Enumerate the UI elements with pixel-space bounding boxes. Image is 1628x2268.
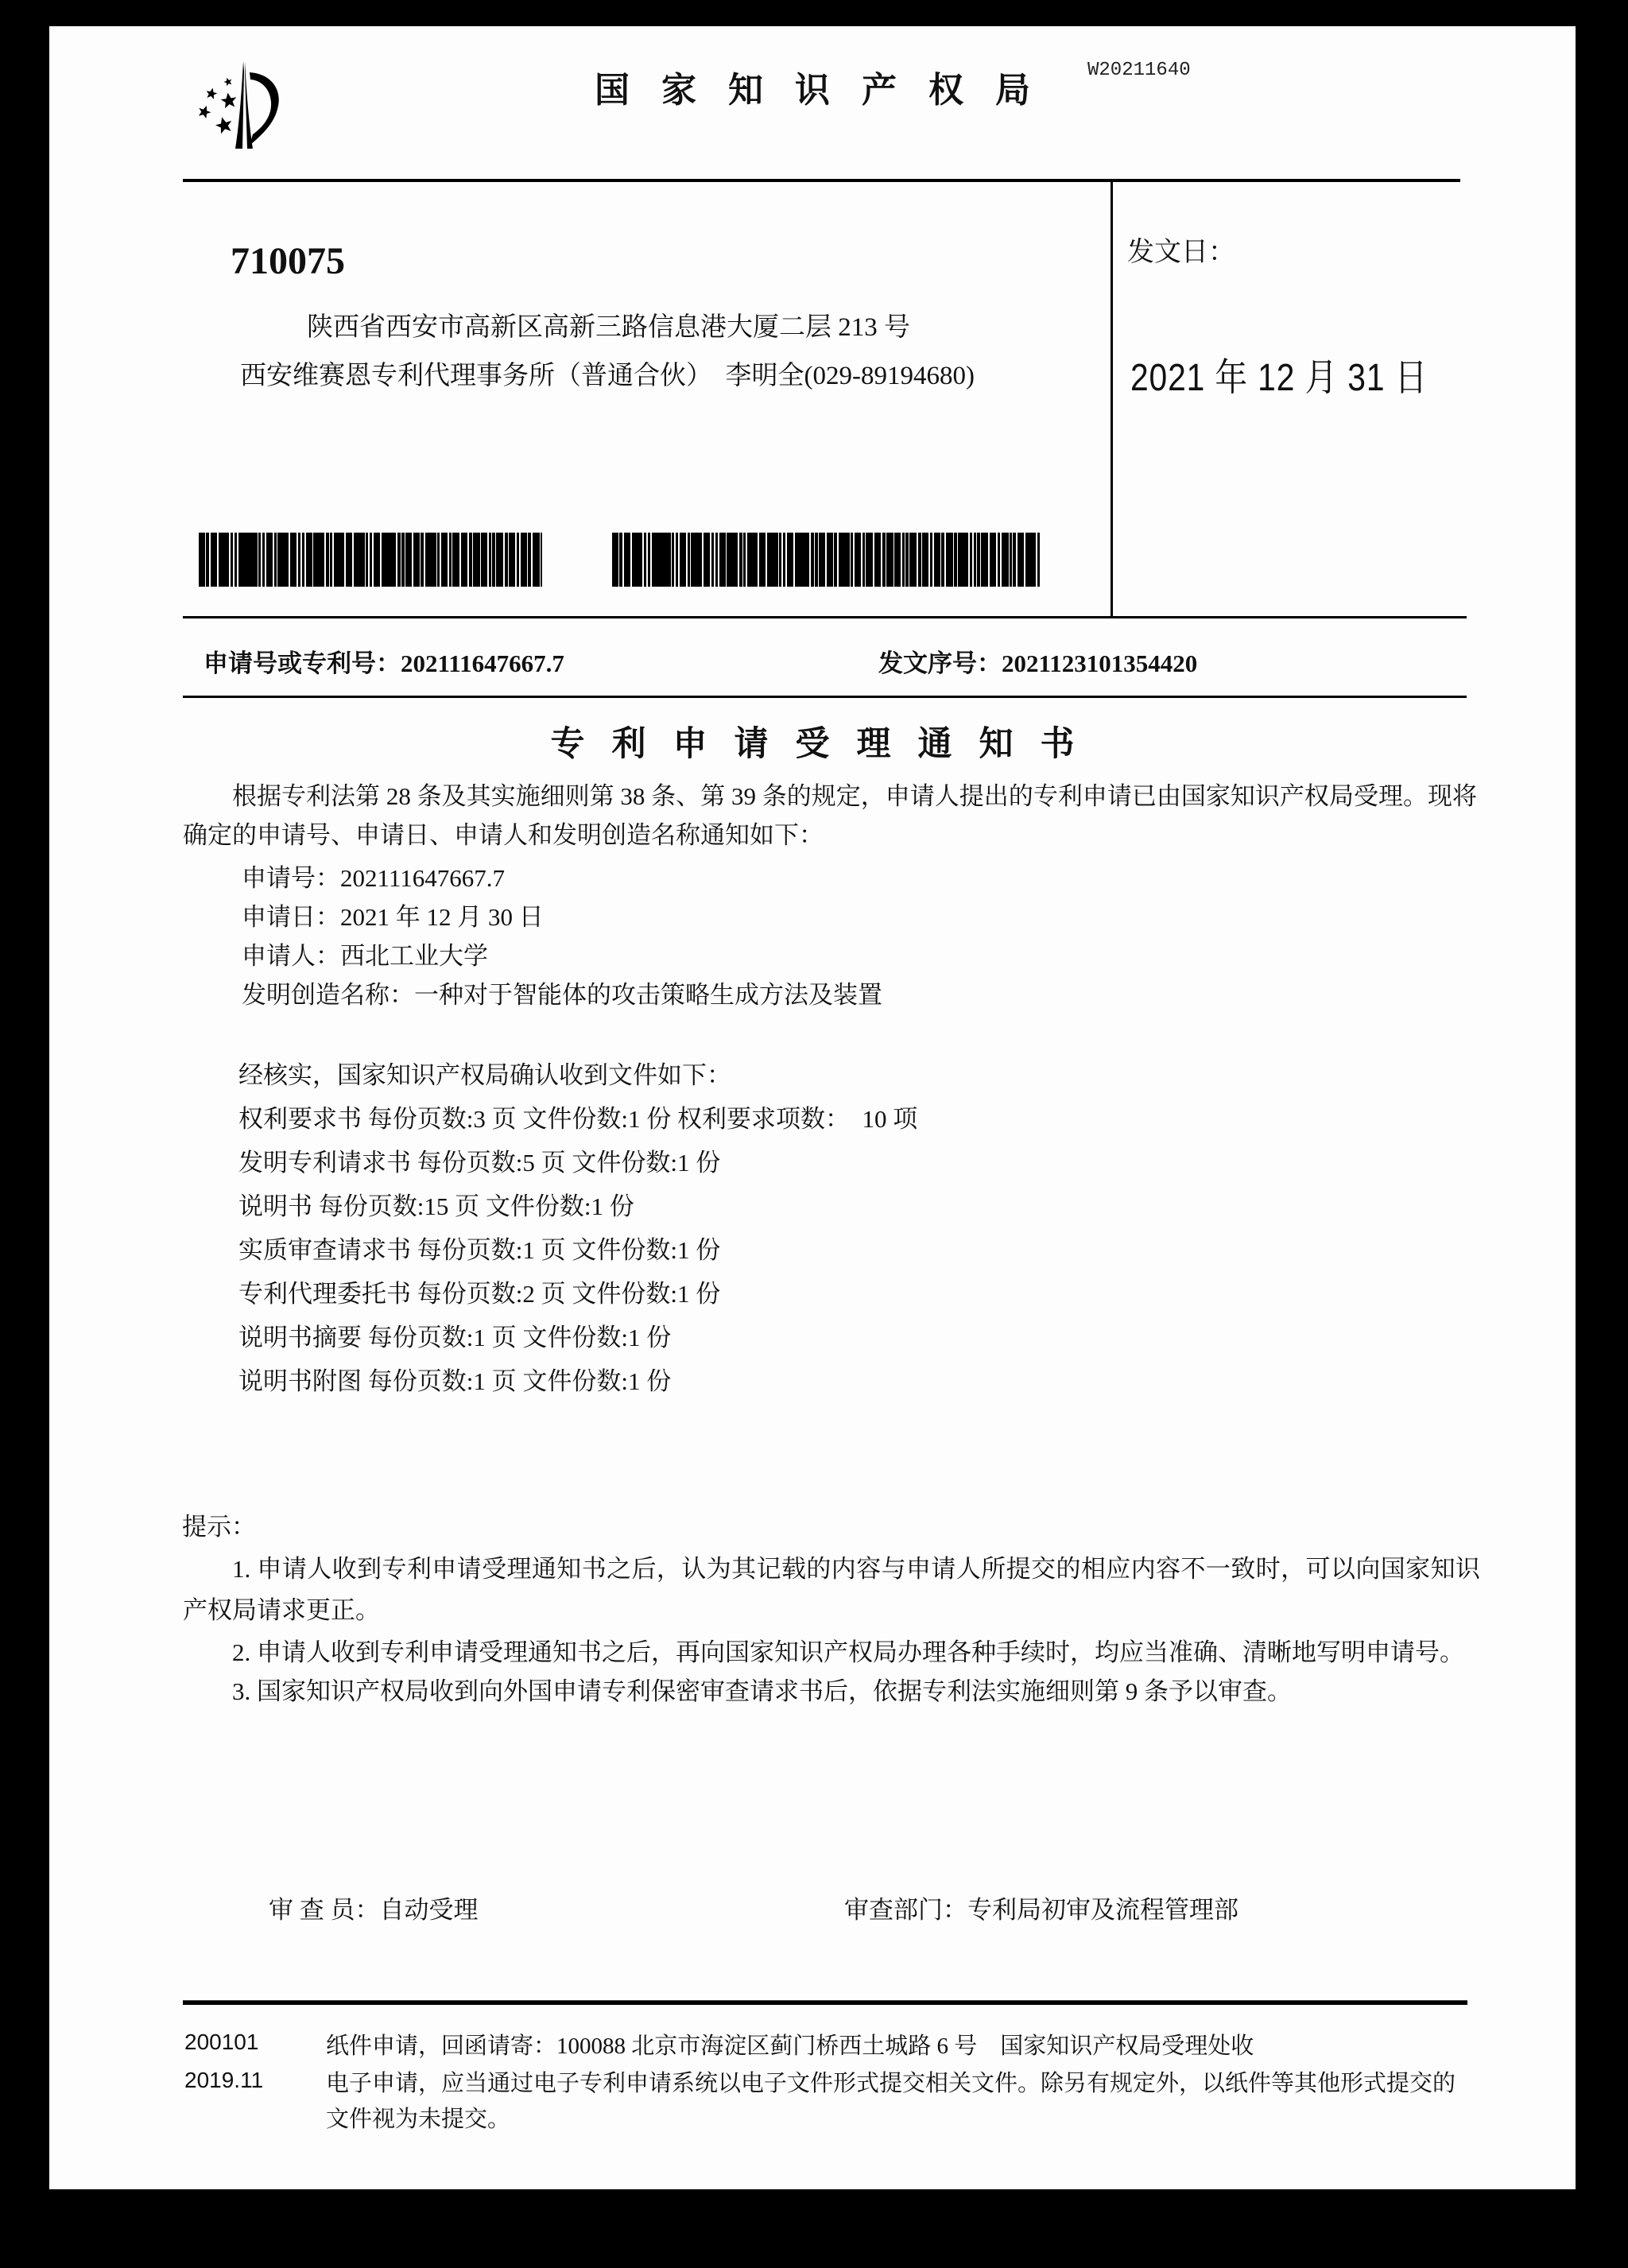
application-number: 申请号或专利号：202111647667.7: [204, 649, 564, 677]
barcode-icon: [612, 533, 1041, 587]
field-applicant: 申请人：西北工业大学: [242, 942, 488, 970]
department-value: 专利局初审及流程管理部: [967, 1896, 1238, 1924]
document-page: [49, 26, 1576, 2189]
received-item: 实质审查请求书 每份页数:1 页 文件份数:1 份: [238, 1236, 721, 1264]
note-item-1: 1. 申请人收到专利申请受理通知书之后，认为其记载的内容与申请人所提交的相应内容不一致时，可以向国家知识产权局请求更正。: [183, 1555, 1480, 1624]
received-item: 说明书摘要 每份页数:1 页 文件份数:1 份: [238, 1324, 672, 1351]
barcode-section-rule: [183, 616, 1467, 618]
notes-title: 提示：: [182, 1513, 256, 1541]
title-section-rule: [183, 696, 1467, 698]
received-item: 专利代理委托书 每份页数:2 页 文件份数:1 份: [238, 1280, 721, 1308]
note-item-3: 3. 国家知识产权局收到向外国申请专利保密审查请求书后，依据专利法实施细则第 9 条予以审查。: [232, 1677, 1292, 1705]
received-item: 说明书 每份页数:15 页 文件份数:1 份: [238, 1192, 634, 1220]
department-line: [844, 1890, 1238, 1925]
examiner-label: 审 查 员：: [269, 1896, 380, 1924]
footer-rule: [183, 2000, 1467, 2005]
received-item: 发明专利请求书 每份页数:5 页 文件份数:1 份: [238, 1149, 721, 1177]
dispatch-date-label: 发文日：: [1127, 238, 1235, 267]
document-title: 专利申请受理通知书: [550, 726, 1102, 763]
footer-form-code: 200101: [184, 2030, 259, 2054]
recipient-address-line2: 西安维赛恩专利代理事务所（普通合伙） 李明全(029-89194680): [240, 362, 975, 390]
examiner-line: [269, 1890, 479, 1925]
barcode-icon: [199, 533, 542, 587]
org-title: 国家知识产权局: [595, 71, 1062, 110]
received-item: 说明书附图 每份页数:1 页 文件份数:1 份: [238, 1367, 672, 1395]
dispatch-serial-number: 发文序号：2021123101354420: [878, 649, 1198, 677]
field-application-date: 申请日：2021 年 12 月 30 日: [242, 903, 544, 931]
received-documents-list: [238, 1053, 917, 1403]
received-item: 权利要求书 每份页数:3 页 文件份数:1 份 权利要求项数： 10 项: [238, 1105, 918, 1133]
document-code: W20211640: [1087, 60, 1191, 81]
footer-version-code: 2019.11: [184, 2068, 264, 2092]
field-application-number: 申请号：202111647667.7: [242, 864, 505, 892]
footer-e-filing-note: 电子申请，应当通过电子专利申请系统以电子文件形式提交相关文件。除另有规定外，以纸件等其他形式提交的文件视为未提交。: [326, 2071, 1456, 2132]
examiner-value: 自动受理: [379, 1896, 479, 1924]
footer-paper-filing-note: 纸件申请，回函请寄：100088 北京市海淀区蓟门桥西土城路 6 号 国家知识产权局受理处收: [326, 2033, 1254, 2059]
header-rule: [183, 179, 1460, 182]
recipient-postcode: 710075: [231, 240, 345, 282]
application-fields: [242, 859, 882, 1014]
intro-paragraph: 根据专利法第 28 条及其实施细则第 38 条、第 39 条的规定，申请人提出的专利申请已由国家知识产权局受理。现将确定的申请号、申请日、申请人和发明创造名称通知如下：: [183, 782, 1477, 849]
department-label: 审查部门：: [844, 1896, 967, 1924]
dispatch-date-value: 2021 年 12 月 31 日: [1130, 357, 1428, 399]
received-intro: 经核实，国家知识产权局确认收到文件如下：: [238, 1061, 731, 1089]
note-item-2: 2. 申请人收到专利申请受理通知书之后，再向国家知识产权局办理各种手续时，均应当准确、清晰地写明申请号。: [232, 1638, 1464, 1666]
column-divider: [1111, 179, 1113, 618]
recipient-address-line1: 陕西省西安市高新区高新三路信息港大厦二层 213 号: [307, 313, 910, 342]
field-invention-name: 发明创造名称：一种对于智能体的攻击策略生成方法及装置: [242, 981, 882, 1009]
